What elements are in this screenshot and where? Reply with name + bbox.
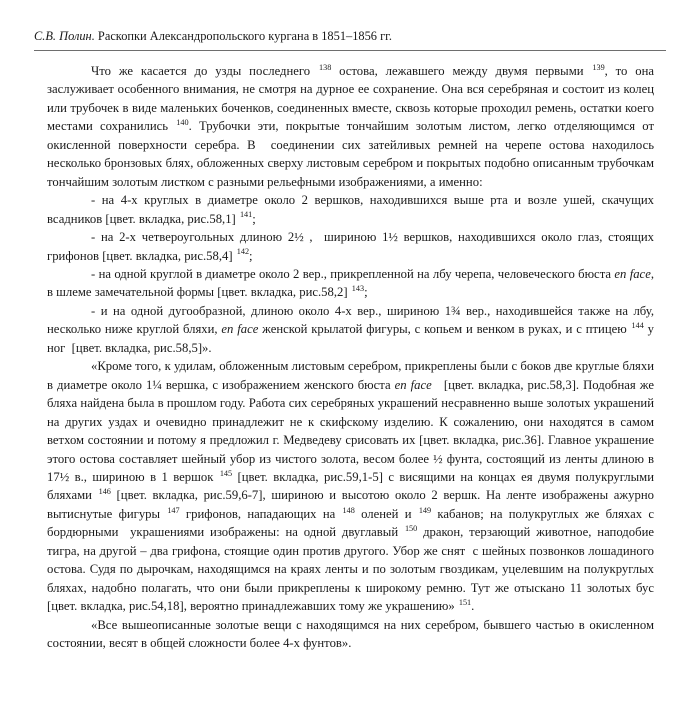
- paragraph-6: «Кроме того, к удилам, обложенным листовым серебром, прикреплены были с боков две круглые бляхи в диаметре около 1¼ вершка, с изображением женского бюста en face [цвет. вкладка, рис.58,3]. Подобная же бляха найдена была в прошлом году. Работа сих серебряных украшений несравненно выше золотых украшений на других уздах и очевидно принадлежит не к скифскому изделию. К сожалению, они находятся в самом ветхом состоянии и потому я предложил г. Медведеву срисовать их [цвет. вкладка, рис.36]. Главное украшение этого остова составляет шейный убор из чистого золота, весом более ½ фунта, состоящий из ленты длиною в 17½ в., шириною в 1 вершок $^{145}$ [цвет. вкладка, рис.59,1-5] с висящими на концах ея двумя полукруглыми бляхами $^{146}$ [цвет. вкладка, рис.59,6-7], шириною и высотою около 2 вершк. На ленте изображены ажурно вытиснутые фигуры $^{147}$ грифонов, нападающих на $^{148}$ оленей и $^{149}$ кабанов; на полукруглых же бляхах с бордюрными украшениями изображены: на одной двуглавый $^{150}$ дракон, терзающий животное, наподобие тигра, на другой – два грифона, стоящие один против другого. Убор же снят с шейных позвонков лошадиного остова. Судя по дырочкам, находящимся на краях ленты и по золотым гвоздикам, уцелевшим на полукруглых бляхах, надобно полагать, что они были прикреплены к широкому ремню. Тут же отыскано 11 золотых бус [цвет. вкладка, рис.54,18], вероятно принадлежавших тому же украшению» $^{151}$.: [47, 359, 655, 614]
- latin-phrase-en-face-1: en face: [614, 266, 651, 281]
- paragraph-3: - на 2-х четвероугольных длиною 2½ , шириною 1½ вершков, находившихся около глаз, стоящих грифонов [цвет. вкладка, рис.58,4] $^{142}$;: [47, 230, 654, 263]
- running-header-author: С.В. Полин.: [34, 29, 95, 43]
- paragraph-2: - на 4-х круглых в диаметре около 2 вершков, находившихся выше рта и возле ушей, скачущих всадников [цвет. вкладка, рис.58,1] $^{141}$;: [47, 193, 654, 226]
- paragraph-4: - на одной круглой в диаметре около 2 вер., прикрепленной на лбу черепа, человеческого бюста en face, в шлеме замечательной формы [цвет. вкладка, рис.58,2] $^{143}$;: [47, 266, 654, 300]
- running-header-title: Раскопки Александропольского кургана в 1851–1856 гг.: [97, 29, 392, 43]
- paragraph-5: - и на одной дугообразной, длиною около 4-х вер., шириною 1¾ вер., находившейся также на лбу, несколько ниже круглой бляхи, en face женской крылатой фигуры, с копьем и венком в руках, и с птицею $^{144}$ у ног [цвет. вкладка, рис.58,5]».: [47, 303, 654, 355]
- footnote-marker-144: 144: [631, 321, 644, 331]
- fraction-2-1-2: 2½: [287, 230, 304, 245]
- fraction-1-1-2: 1½: [382, 230, 398, 245]
- running-header: [34, 28, 666, 44]
- footnote-marker-150: 150: [404, 524, 418, 534]
- fraction-17-1-2: 17½: [47, 469, 70, 484]
- footnote-marker-143: 143: [351, 284, 365, 294]
- footnote-marker-142: 142: [236, 247, 250, 257]
- footnote-marker-147: 147: [167, 505, 180, 515]
- paragraph-7: «Все вышеописанные золотые вещи с находящимся на них серебром, бывшего частью в окисленном состоянии, весят в общей сложности более 4-х фунтов».: [47, 617, 654, 651]
- footnote-marker-151: 151: [458, 597, 472, 607]
- paragraph-1: Что же касается до узды последнего $^{138}$ остова, лежавшего между двумя первыми $^{139}$, то она заслуживает особенного внимания, не смотря на дурное ее сохранение. Она вся серебряная и состоит из колец или трубочек в виде маленьких боченков, соединенных вместе, сквозь которые проходил ремень, остатки коего местами сохранились $^{140}$. Трубочки эти, покрытые тончайшим золотым листом, легко отделяющимся от окисленной поверхности серебра. В соединении сих затейливых ремней на черепе остова находилось несколько бронзовых блях, обложенных сверху листовым серебром и покрытых подобно описанным трубочкам тончайшим золотым листком с разными рельефными изображениями, а именно:: [47, 62, 655, 189]
- fraction-1-2: ½: [433, 451, 443, 466]
- footnote-marker-138: 138: [319, 62, 332, 72]
- header-rule: [34, 50, 666, 51]
- footnote-marker-148: 148: [342, 505, 355, 515]
- latin-phrase-en-face-2: en face: [221, 322, 259, 337]
- footnote-marker-140: 140: [176, 118, 189, 128]
- fraction-1-1-4: 1¼: [145, 377, 162, 392]
- footnote-marker-146: 146: [98, 487, 111, 497]
- fraction-1-3-4: 1¾: [444, 303, 461, 318]
- footnote-marker-139: 139: [592, 62, 605, 72]
- latin-phrase-en-face-3: en face: [394, 377, 432, 392]
- footnote-marker-141: 141: [239, 210, 253, 220]
- body-text-column: [47, 62, 654, 653]
- footnote-marker-149: 149: [418, 505, 432, 515]
- footnote-marker-145: 145: [219, 468, 233, 478]
